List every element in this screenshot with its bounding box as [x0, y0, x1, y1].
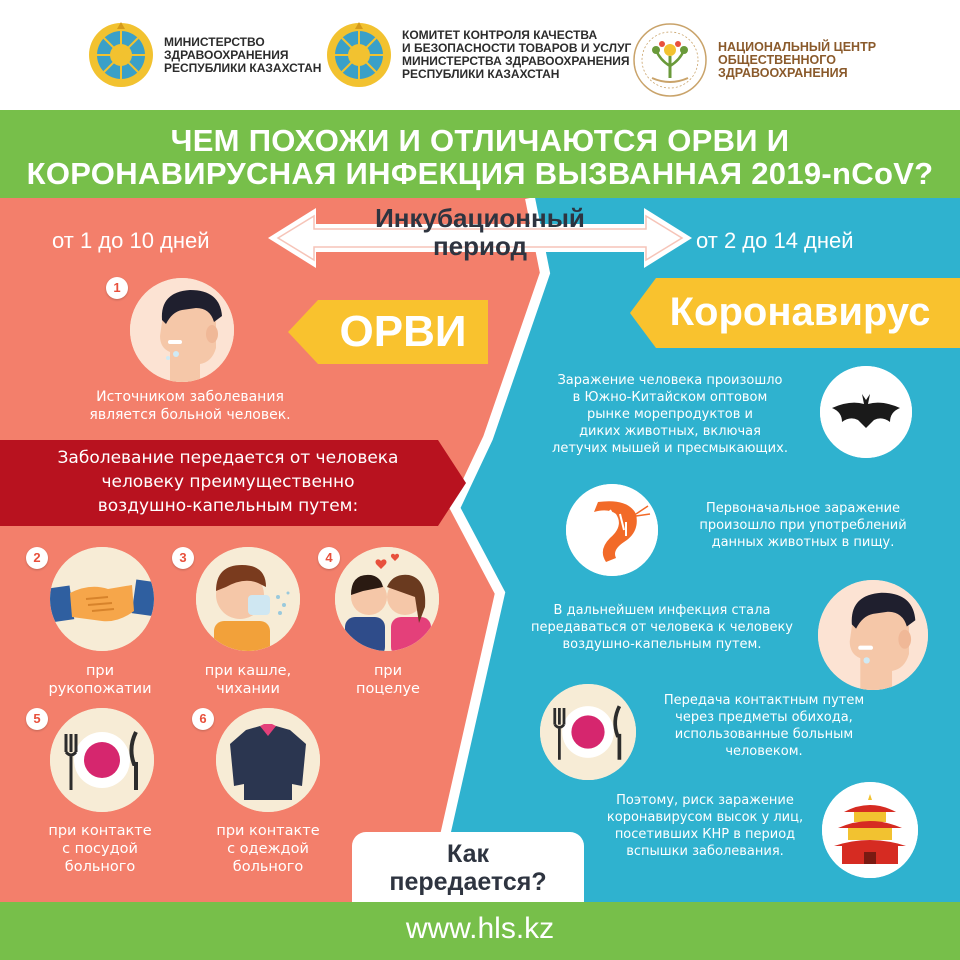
handshake-label: при рукопожатии — [48, 663, 152, 697]
handshake-icon — [50, 547, 154, 651]
corona-heading: Коронавирус — [669, 290, 931, 334]
sneezing-boy-icon — [196, 547, 300, 651]
step-number-badge: 4 — [318, 547, 340, 569]
corona-fact-circle — [822, 782, 918, 878]
corona-fact-circle — [540, 684, 636, 780]
sweater-icon — [216, 708, 320, 812]
org-committee — [324, 20, 631, 90]
corona-fact-circle — [820, 366, 912, 458]
transmission-banner-tip — [438, 440, 468, 526]
org-name: КОМИТЕТ КОНТРОЛЯ КАЧЕСТВА И БЕЗОПАСНОСТИ ТОВАРОВ И УСЛУГ МИНИСТЕРСТВА ЗДРАВООХРАНЕНИЯ РЕСПУБЛИКИ КАЗАХСТАН — [402, 28, 632, 81]
kissing-couple-icon — [335, 547, 439, 651]
corona-fact-text: Передача контактным путем через предметы обихода, использованные больным человеком. — [663, 693, 865, 759]
bat-icon — [820, 366, 912, 458]
corona-fact-text: Поэтому, риск заражение коронавирусом высок у лиц, посетивших КНР в период вспышки заболевания. — [606, 793, 804, 859]
clothes-label: при контакте с одеждой больного — [216, 823, 320, 875]
corona-incubation-days: от 2 до 14 дней — [696, 228, 854, 253]
handshake-circle — [50, 547, 154, 651]
page-title: ЧЕМ ПОХОЖИ И ОТЛИЧАЮТСЯ ОРВИ И КОРОНАВИРУСНАЯ ИНФЕКЦИЯ ВЫЗВАННАЯ 2019-nCoV? — [26, 123, 934, 191]
sneezing-circle — [196, 547, 300, 651]
shrimp-icon — [566, 484, 658, 576]
orvi-incubation-days: от 1 до 10 дней — [52, 228, 210, 253]
dishes-circle — [50, 708, 154, 812]
public-health-center-logo — [630, 20, 710, 100]
corona-fact-text: Первоначальное заражение произошло при употреблений данных животных в пищу. — [699, 501, 907, 550]
dishes-icon — [50, 708, 154, 812]
corona-fact-circle — [818, 580, 928, 690]
footer — [0, 902, 960, 960]
incubation-label: Инкубационный период — [375, 203, 585, 261]
org-health-center — [630, 20, 876, 100]
org-ministry — [86, 20, 321, 90]
man-face-icon — [130, 278, 234, 382]
how-transmitted-label: Как передается? — [389, 840, 547, 896]
dishes-label: при контакте с посудой больного — [48, 823, 152, 875]
step-number-badge: 3 — [172, 547, 194, 569]
kiss-circle — [335, 547, 439, 651]
step-number-badge: 6 — [192, 708, 214, 730]
kazakhstan-emblem-icon — [86, 20, 156, 90]
header — [0, 0, 960, 110]
step-number-badge: 2 — [26, 547, 48, 569]
orvi-source-circle — [130, 278, 234, 382]
step-number-badge: 1 — [106, 277, 128, 299]
orvi-heading: ОРВИ — [339, 307, 467, 356]
kiss-label: при поцелуе — [356, 663, 420, 697]
kazakhstan-emblem-icon — [324, 20, 394, 90]
org-name: НАЦИОНАЛЬНЫЙ ЦЕНТР ОБЩЕСТВЕННОГО ЗДРАВООХРАНЕНИЯ — [718, 39, 877, 80]
sneeze-label: при кашле, чихании — [204, 663, 292, 697]
man-face-icon — [818, 580, 928, 690]
org-name: МИНИСТЕРСТВО ЗДРАВООХРАНЕНИЯ РЕСПУБЛИКИ КАЗАХСТАН — [164, 34, 322, 75]
step-number-badge: 5 — [26, 708, 48, 730]
transmission-banner-text: Заболевание передается от человека человеку преимущественно воздушно-капельным путем: — [57, 448, 399, 516]
corona-fact-text: В дальнейшем инфекция стала передаваться от человека к человеку воздушно-капельным путем. — [530, 603, 793, 652]
corona-fact-circle — [566, 484, 658, 576]
website-link[interactable]: www.hls.kz — [405, 912, 555, 945]
dishes-icon — [540, 684, 636, 780]
corona-fact-text: Заражение человека произошло в Южно-Китайском оптовом рынке морепродуктов и диких животных, включая летучих мышей и пресмыкающих. — [552, 373, 788, 456]
clothes-circle — [216, 708, 320, 812]
title-band — [0, 110, 960, 198]
pagoda-icon — [822, 782, 918, 878]
orvi-source-text: Источником заболевания является больной человек. — [89, 389, 291, 423]
